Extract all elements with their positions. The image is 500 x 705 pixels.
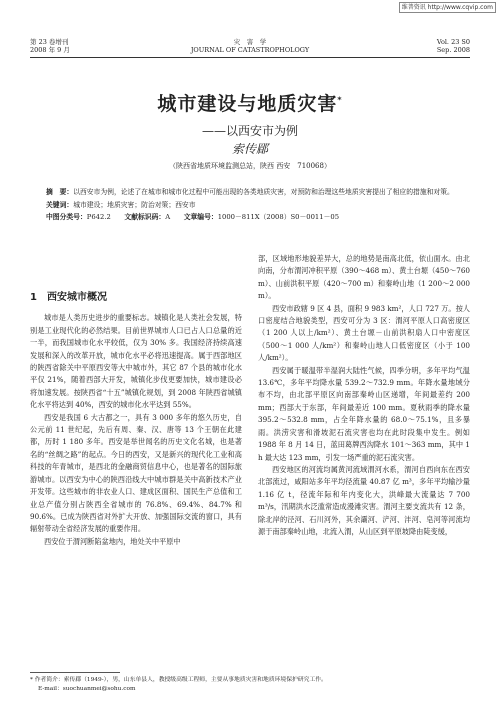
paragraph: 西安是我国 6 大古都之一，具有 3 000 多年的悠久历史，自公元前 11 世纪起，先后有周、秦、汉、唐等 13 个王朝在此建都，历时 1 180 多年。西安是举世闻名的历史文化名城，也是著名的“丝绸之路”的起点。今日的西安，又是新兴的现代化工业和高科技的年青城市，是西北的金融商贸信息中心，也是著名的国际旅游城市。以西安为中心的陕西沿线大中城市群是关中高新技术产业开发带。这些城市的非农业人口、建成区面积、国民生产总值和工业总产值分别占陕西全省城市的 76.8%、69.4%、84.7% 和 90.6%。已成为陕西省对外扩大开放、加强国际交流的窗口，具有辐射带动全省经济发展的重要作用。 [30, 412, 242, 534]
abstract-text: 以西安市为例，论述了在城市和城市化过程中可能出现的各类地质灾害，对预防和治理这些地质灾害提出了相应的措施和对策。 [73, 188, 454, 196]
paragraph: 西安市政辖 9 区 4 县，面积 9 983 km²，人口 727 万。按人口密度结合地貌类型，西安可分为 3 区：渭河平原人口高密度区（1 200 人以上/km²）、黄土台塬－山前洪积扇人口中密度区（500～1 000 人/km²）和秦岭山地人口低密度区（小于 100 人/km²）。 [258, 303, 470, 363]
keywords-text: 城市建设；地质灾害；防治对策；西安市 [73, 200, 196, 209]
affiliation: （陕西省地质环境监测总站，陕西 西安 710068） [169, 162, 331, 170]
author-name: 索传郿 [231, 142, 268, 156]
paragraph: 西安地区的河流均属黄河流域渭河水系，渭河自西向东在西安北部流过，咸阳站多年平均径流量 40.87 亿 m³，多年平均输沙量 1.16 亿 t，径流年际和年内变化大，洪峰最大流量达 7 700 m³/s，汛期洪水泛滥常造成漫滩灾害。渭河主要支流共有 12 条，除北岸的泾河、石川河外，其余灞河、浐河、沣河、皂河等河流均源于南部秦岭山地，北流入渭，从山区到平原坡降由陡变缓， [258, 464, 470, 536]
header-center [150, 38, 350, 54]
header-rule [30, 57, 470, 58]
keywords-label: 关键词： [46, 200, 74, 209]
title-text: 城市建设与地质灾害 [157, 93, 338, 115]
classification-line [46, 211, 456, 224]
article-number: 1000－811X（2008）S0－0011－05 [217, 213, 340, 222]
footnote-rule [30, 672, 120, 673]
doc-code: A [165, 213, 171, 222]
author-bio: * 作者简介：索传郿（1949-），男，山东单县人，教授级高级工程师，主要从事地质灾害和地质环境保护研究工作。 [30, 677, 327, 683]
article-title [0, 89, 500, 116]
volume-cn: 第 23 卷增刊 [30, 38, 69, 46]
journal-name-cn: 灾 害 学 [233, 38, 267, 46]
clc-number: P642.2 [86, 213, 111, 222]
doc-code-label: 文献标识码： [124, 213, 166, 222]
keywords [46, 199, 456, 212]
abstract-block [46, 186, 456, 224]
title-footnote-mark: * [337, 95, 343, 105]
abstract-label: 摘 要： [46, 188, 74, 196]
paragraph: 西安属于暖温带半湿润大陆性气候，四季分明，多年平均气温 13.6℃，多年平均降水量 539.2～732.9 mm。年降水量地域分布不均，由北部平原区向南部秦岭山区递增，年间最差约 200 mm；西部大于东部，年间最差近 100 mm。夏秋雨季的降水量 395.2～532.8 mm，占全年降水量的 68.0～75.1%，且多暴雨。洪涝灾害和滑坡泥石流灾害也均在此时段集中发生。例如 1988 年 8 月 14 日，蓝田葛牌西沟降水 101～363 mm，其中 1 h 最大达 123 mm，引发一场严重的泥石流灾害。 [258, 365, 470, 462]
paragraph: 部，区域地形地貌差异大，总的地势是南高北低，依山面水。由北向南，分布渭河冲积平原（390～468 m）、黄土台塬（450～760 m）、山前洪积平原（420～700 m）和秦岭山地（1 200～2 000 m）。 [258, 254, 470, 301]
article-subtitle: ——以西安市为例 [201, 124, 298, 138]
watermark-stamp: 维普资讯 http://www.cqvip.com [399, 2, 496, 13]
right-column [258, 253, 470, 538]
author-email: E-mail：suochuanmei@sohu.com [38, 686, 136, 692]
date-en: Sep. 2008 [436, 46, 470, 54]
journal-name-en: JOURNAL OF CATASTROPHOLOGY [190, 46, 310, 54]
clc-label: 中图分类号： [46, 213, 87, 222]
section-heading: 1 西安城市概况 [30, 292, 107, 303]
paragraph: 城市是人类历史进步的重要标志。城镇化是人类社会发展，特别是工业现代化的必然结果。目前世界城市人口已占人口总量的近一半，而我国城市化水平较低，仅为 30% 多。我国经济持续高速发展和深入的改革开放，城市化水平必将迅速提高。属于西部地区的陕西省除关中平原西安等大中城市外，其它 87 个县的城市化水平仅 21%，随着西部大开发，城镇化步伐更要加快，城市建设必将加速发展。按陕西省“十五”城镇化规划，到 2008 年陕西省城镇化水平将达到 40%，西安的城市化水平达到 55%。 [30, 313, 242, 410]
article-no-label: 文章编号： [183, 213, 218, 222]
date-cn: 2008 年 9 月 [30, 46, 70, 54]
volume-en: Vol. 23 S0 [436, 38, 470, 46]
header-right [437, 38, 470, 54]
footnote [30, 672, 470, 694]
header-left [30, 38, 70, 54]
paragraph: 西安位于渭河断陷盆地内，地处关中平原中 [44, 536, 181, 546]
left-column [30, 292, 242, 548]
abstract [46, 186, 456, 199]
